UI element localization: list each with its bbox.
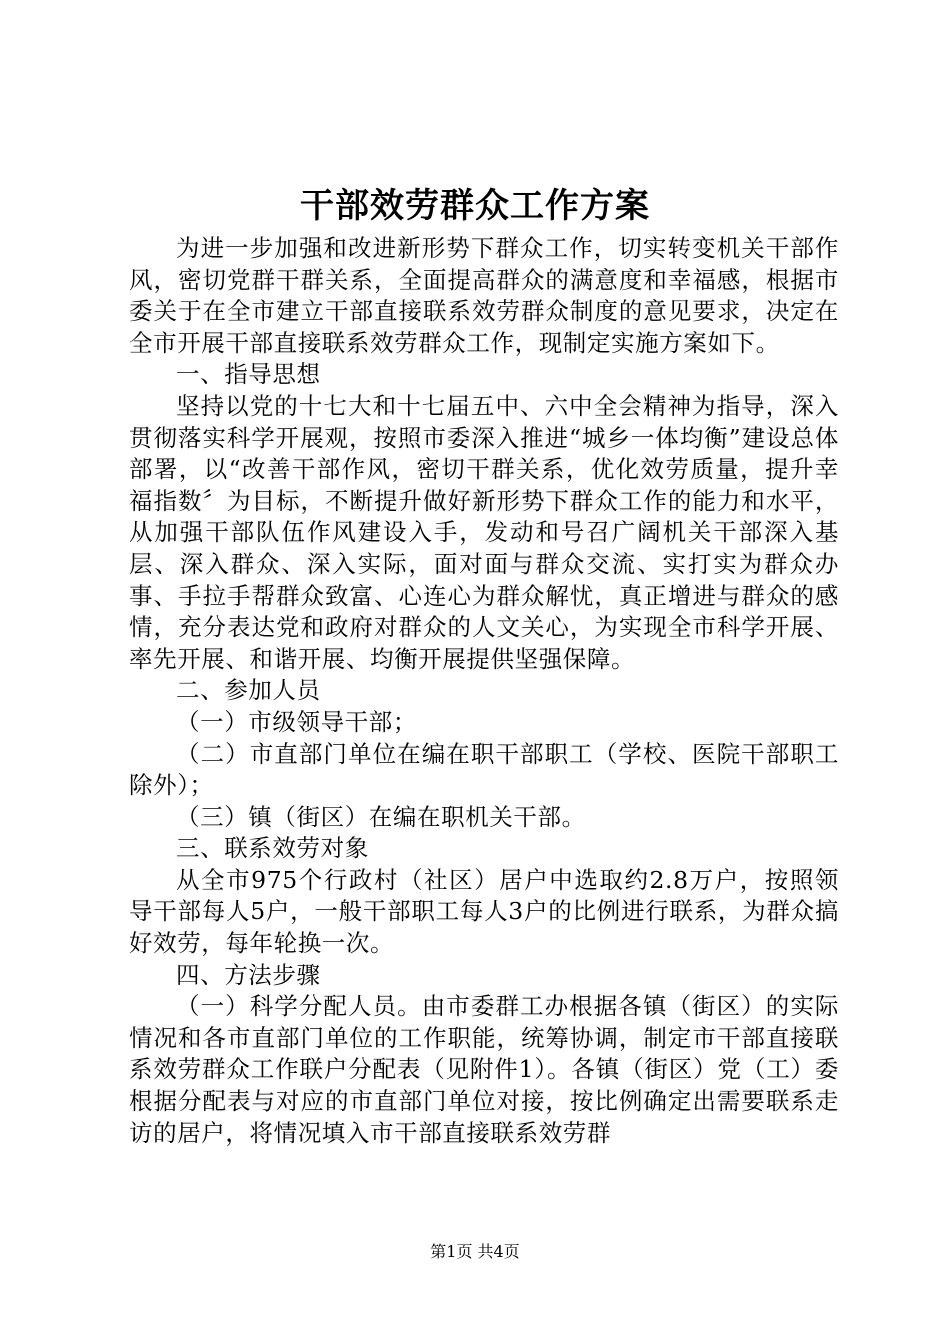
document-title: 干部效劳群众工作方案 [300, 186, 650, 226]
paragraph-guiding-ideology: 坚持以党的十七大和十七届五中、六中全会精神为指导，深入贯彻落实科学开展观，按照市委深入推进“城乡一体均衡”建设总体部署，以“改善干部作风，密切干群关系，优化效劳质量，提升幸福指数〞为目标，不断提升做好新形势下群众工作的能力和水平，从加强干部队伍作风建设入手，发动和号召广阔机关干部深入基层、深入群众、深入实际，面对面与群众交流、实打实为群众办事、手拉手帮群众致富、心连心为群众解忧，真正增进与群众的感情，充分表达党和政府对群众的人文关心，为实现全市科学开展、率先开展、和谐开展、均衡开展提供坚强保障。 [129, 391, 839, 673]
paragraph-methods-step-1: （一）科学分配人员。由市委群工办根据各镇（街区）的实际情况和各市直部门单位的工作职能，统筹协调，制定市干部直接联系效劳群众工作联户分配表（见附件1）。各镇（街区）党（工）委根据分配表与对应的市直部门单位对接，按比例确定出需要联系走访的居户，将情况填入市干部直接联系效劳群 [129, 992, 839, 1147]
section-heading-methods-steps: 四、方法步骤 [176, 960, 321, 989]
section-heading-service-targets: 三、联系效劳对象 [176, 834, 369, 863]
list-item-participants-3: （三）镇（街区）在编在职机关干部。 [176, 802, 586, 831]
list-item-participants-1: （一）市级领导干部； [176, 707, 417, 736]
document-body [129, 233, 839, 1149]
paragraph-service-targets: 从全市975个行政村（社区）居户中选取约2.8万户，按照领导干部每人5户，一般干部职工每人3户的比例进行联系，为群众搞好效劳，每年轮换一次。 [129, 865, 839, 958]
paragraph-intro: 为进一步加强和改进新形势下群众工作，切实转变机关干部作风，密切党群干群关系，全面提高群众的满意度和幸福感，根据市委关于在全市建立干部直接联系效劳群众制度的意见要求，决定在全市开展干部直接联系效劳群众工作，现制定实施方案如下。 [129, 234, 839, 357]
page-footer: 第1页 共4页 [430, 1242, 520, 1261]
section-heading-participants: 二、参加人员 [176, 676, 321, 705]
section-heading-guiding-ideology: 一、指导思想 [176, 360, 321, 389]
list-item-participants-2: （二）市直部门单位在编在职干部职工（学校、医院干部职工除外）； [129, 739, 839, 800]
